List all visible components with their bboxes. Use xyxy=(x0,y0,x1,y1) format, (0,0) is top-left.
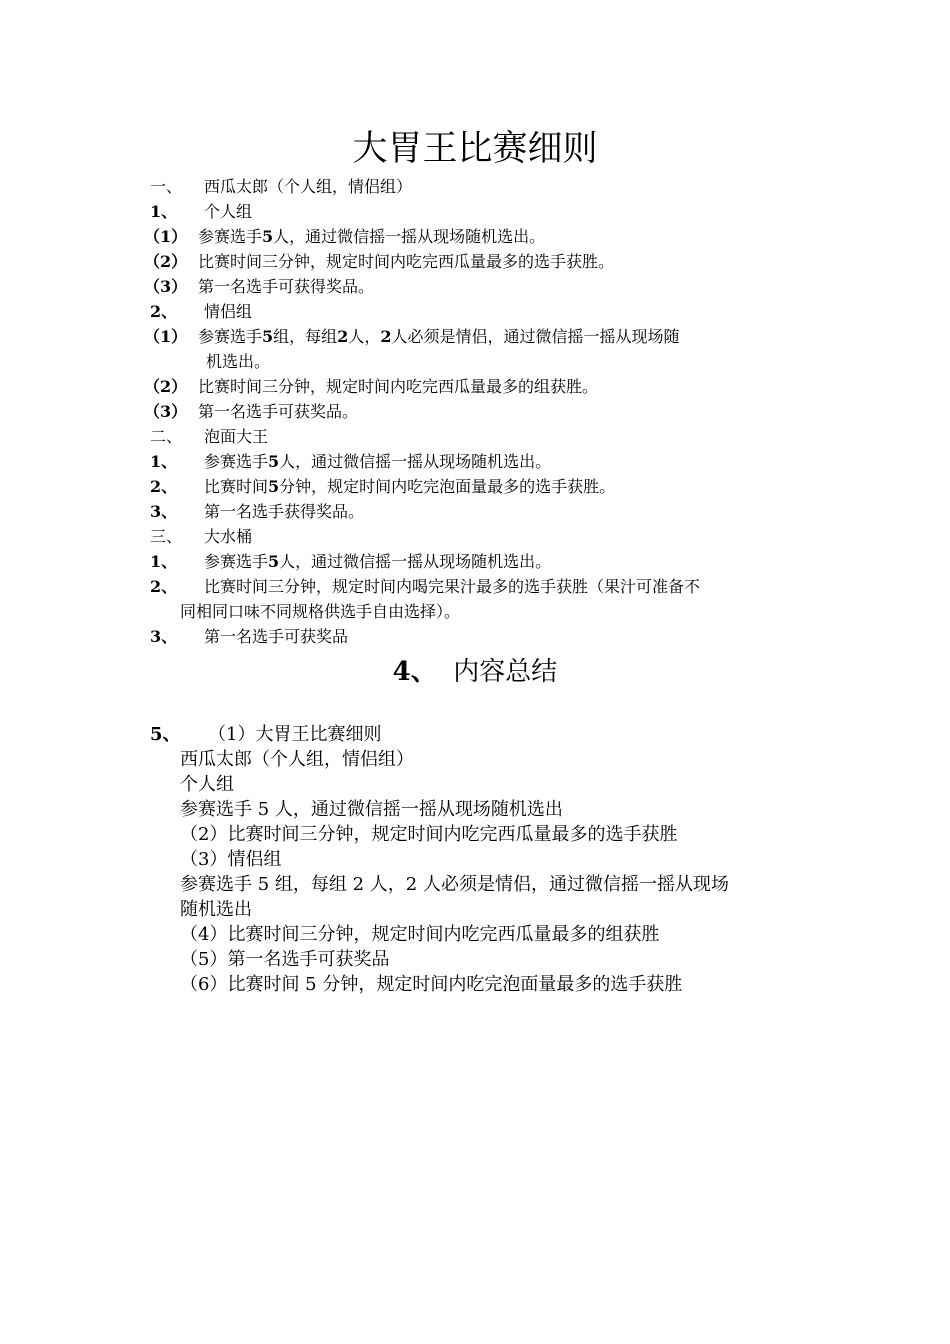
item-number: 3、 xyxy=(150,502,178,521)
summary-line: （2）比赛时间三分钟，规定时间内吃完西瓜量最多的选手获胜 xyxy=(180,824,678,845)
item-text: 第一名选手可获奖品。 xyxy=(198,402,359,421)
summary-text: （1）大胃王比赛细则 xyxy=(208,724,382,745)
item-text: 参赛选手 xyxy=(198,227,263,246)
summary-line: 个人组 xyxy=(180,774,234,795)
item-text: 比赛时间 xyxy=(204,477,269,496)
item-number: 2、 xyxy=(150,477,178,496)
summary-first-line xyxy=(150,722,381,747)
summary-line: 参赛选手 5 人，通过微信摇一摇从现场随机选出 xyxy=(180,799,563,820)
list-item xyxy=(144,224,546,249)
item-text: 人，通过微信摇一摇从现场随机选出。 xyxy=(273,227,546,246)
list-item xyxy=(144,324,680,349)
section-number: 三、 xyxy=(150,527,183,546)
summary-line: （5）第一名选手可获奖品 xyxy=(180,949,390,970)
item-text-continuation: 同相同口味不同规格供选手自由选择）。 xyxy=(180,602,461,621)
summary-line: 参赛选手 5 组，每组 2 人，2 人必须是情侣，通过微信摇一摇从现场 xyxy=(180,874,729,895)
item-number-value: 2 xyxy=(380,327,392,346)
item-text: 比赛时间三分钟，规定时间内喝完果汁最多的选手获胜（果汁可准备不 xyxy=(204,577,701,596)
item-text: 参赛选手 xyxy=(198,327,263,346)
item-text: 第一名选手获得奖品。 xyxy=(204,502,365,521)
subsection-number: 1、 xyxy=(150,202,178,221)
item-number-value: 5 xyxy=(268,477,280,496)
section-label: 大水桶 xyxy=(204,527,253,546)
summary-line: 西瓜太郎（个人组，情侣组） xyxy=(180,749,414,770)
summary-heading xyxy=(0,652,950,692)
item-number: 1、 xyxy=(150,452,178,471)
section-heading xyxy=(150,174,412,199)
item-number: （3） xyxy=(144,277,188,296)
item-text: 人，通过微信摇一摇从现场随机选出。 xyxy=(279,552,552,571)
list-item xyxy=(144,274,375,299)
list-item xyxy=(150,474,615,499)
summary-heading-label: 内容总结 xyxy=(453,657,558,687)
list-item xyxy=(150,449,551,474)
section-heading xyxy=(150,424,268,449)
section-number: 一、 xyxy=(150,177,183,196)
item-text: 组，每组 xyxy=(273,327,338,346)
item-text-continuation: 机选出。 xyxy=(206,352,271,371)
item-number: （1） xyxy=(144,227,188,246)
item-number-value: 2 xyxy=(337,327,349,346)
item-text: 第一名选手可获得奖品。 xyxy=(198,277,375,296)
item-text: 分钟，规定时间内吃完泡面量最多的选手获胜。 xyxy=(279,477,616,496)
list-item xyxy=(144,399,359,424)
item-text: 比赛时间三分钟，规定时间内吃完西瓜量最多的选手获胜。 xyxy=(198,252,615,271)
section-number: 二、 xyxy=(150,427,183,446)
item-number: （3） xyxy=(144,402,188,421)
summary-heading-number: 4、 xyxy=(392,657,437,687)
item-number: （1） xyxy=(144,327,188,346)
item-text: 参赛选手 xyxy=(204,452,269,471)
item-number: （2） xyxy=(144,252,188,271)
list-item xyxy=(150,574,700,599)
item-number: 2、 xyxy=(150,577,178,596)
item-text: 参赛选手 xyxy=(204,552,269,571)
item-number: 3、 xyxy=(150,627,178,646)
section-heading xyxy=(150,524,252,549)
item-number-value: 5 xyxy=(268,552,280,571)
item-number-value: 5 xyxy=(262,227,274,246)
list-item xyxy=(144,374,599,399)
item-number: （2） xyxy=(144,377,188,396)
subsection-label: 情侣组 xyxy=(204,302,253,321)
item-text: 比赛时间三分钟，规定时间内吃完西瓜量最多的组获胜。 xyxy=(198,377,599,396)
item-number-value: 5 xyxy=(268,452,280,471)
item-number-value: 5 xyxy=(262,327,274,346)
list-item xyxy=(150,624,348,649)
item-text: 人必须是情侣，通过微信摇一摇从现场随 xyxy=(391,327,680,346)
list-item xyxy=(150,549,551,574)
summary-line: （4）比赛时间三分钟，规定时间内吃完西瓜量最多的组获胜 xyxy=(180,924,660,945)
subsection-heading xyxy=(150,299,252,324)
list-item xyxy=(150,499,364,524)
item-text: 人， xyxy=(348,327,381,346)
summary-line: 随机选出 xyxy=(180,899,252,920)
item-text: 第一名选手可获奖品 xyxy=(204,627,349,646)
item-text: 人，通过微信摇一摇从现场随机选出。 xyxy=(279,452,552,471)
subsection-label: 个人组 xyxy=(204,202,253,221)
summary-number: 5、 xyxy=(150,724,181,745)
subsection-heading xyxy=(150,199,252,224)
subsection-number: 2、 xyxy=(150,302,178,321)
section-label: 泡面大王 xyxy=(204,427,269,446)
summary-line: （6）比赛时间 5 分钟，规定时间内吃完泡面量最多的选手获胜 xyxy=(180,974,683,995)
list-item xyxy=(144,249,615,274)
summary-line: （3）情侣组 xyxy=(180,849,282,870)
section-label: 西瓜太郎（个人组，情侣组） xyxy=(204,177,413,196)
document-title: 大胃王比赛细则 xyxy=(352,129,598,169)
item-number: 1、 xyxy=(150,552,178,571)
